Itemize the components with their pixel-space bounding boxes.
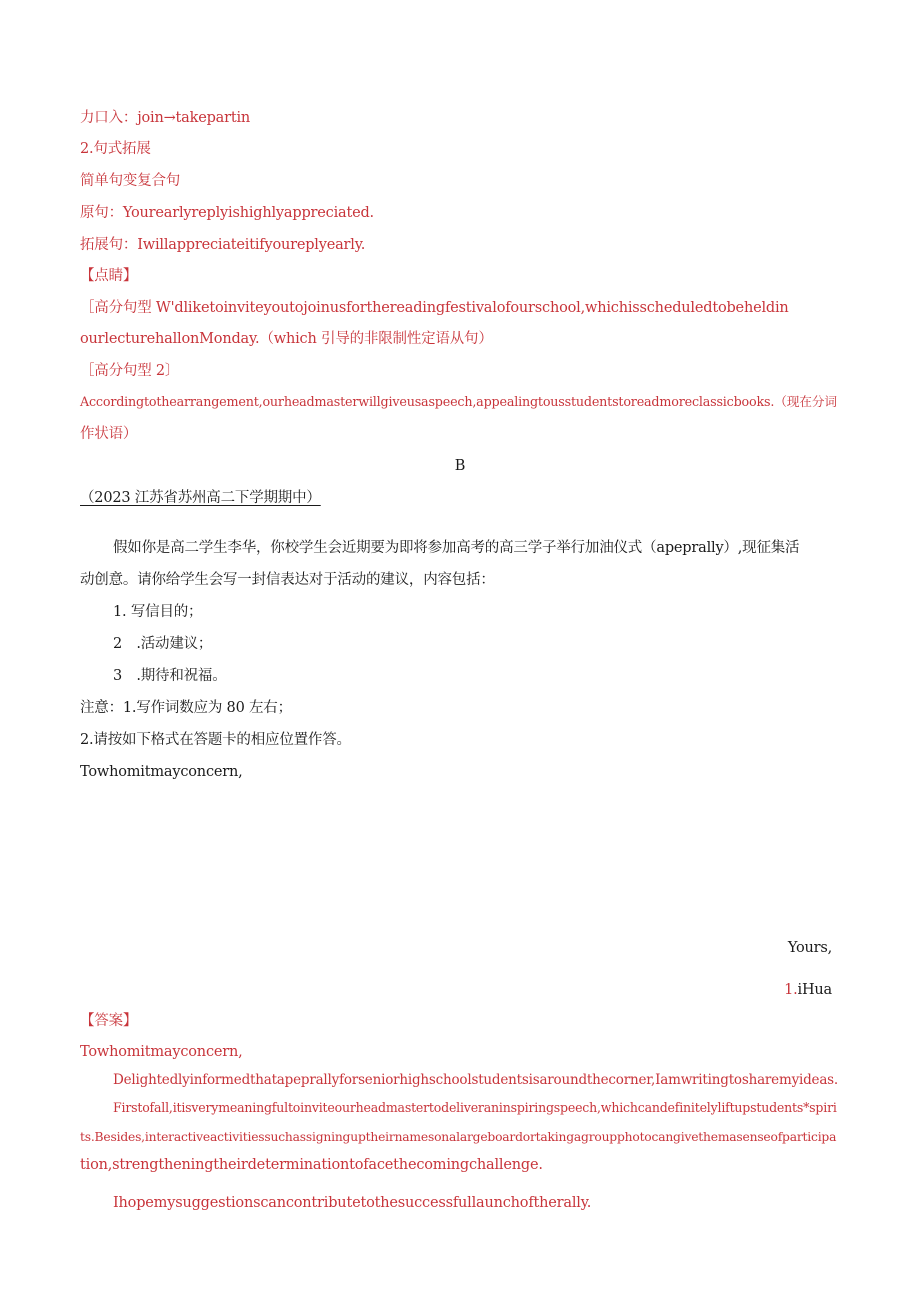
top-line-3: 简单句变复合句: [80, 173, 181, 189]
answer-paragraph-3: Ihopemysuggestionscancontributetothesuccessfullaunchoftherally.: [113, 1195, 592, 1211]
letter-greeting: Towhomitmayconcern,: [80, 764, 243, 780]
top-line-2: 2.句式拓展: [80, 141, 151, 157]
top-line-1: 力口入：join→takepartin: [80, 110, 251, 126]
answer-heading: 【答案】: [80, 1013, 138, 1029]
section-letter: B: [454, 458, 466, 474]
task-item-3: 3 .期待和祝福。: [113, 668, 227, 684]
task-item-2: 2 .活动建议；: [113, 636, 213, 652]
answer-greeting: Towhomitmayconcern,: [80, 1044, 243, 1060]
answer-paragraph-2-line-3: tion,strengtheningtheirdeterminationtofacethecomingchallenge.: [80, 1157, 543, 1173]
original-sentence: 原句：Yourearlyreplyishighlyappreciated.: [80, 205, 374, 221]
pattern-1-line-2: ourlecturehallonMonday.（which 引导的非限制性定语从句）: [80, 331, 493, 347]
pattern-2-heading: ［高分句型 2〕: [80, 363, 180, 379]
answer-paragraph-1: Delightedlyinformedthatapeprallyforseniorhighschoolstudentsisaroundthecorner,Iamwritingtosharemyideas.: [113, 1072, 839, 1088]
pattern-2-line-2: 作状语）: [80, 426, 138, 442]
answer-paragraph-2-line-2: ts.Besides,interactiveactivitiessuchassigninguptheirnamesonalargeboardortakingagroupphotocangivethemasenseofparticipa: [80, 1130, 837, 1144]
task-paragraph-line-1: 假如你是高二学生李华，你校学生会近期要为即将参加高考的高三学子举行加油仪式（apeprally）,现征集活: [113, 540, 800, 556]
note-line-1: 注意：1.写作词数应为 80 左右；: [80, 700, 292, 716]
note-line-2: 2.请按如下格式在答题卡的相应位置作答。: [80, 732, 351, 748]
letter-signature: [784, 980, 832, 1000]
signature-prefix: 1.: [784, 982, 798, 998]
source-label: （2023 江苏省苏州高二下学期期中）: [80, 490, 321, 506]
signature-rest: iHua: [797, 982, 832, 998]
highlight-heading: 【点睛】: [80, 268, 138, 284]
answer-paragraph-2-line-1: Firstofall,itisverymeaningfultoinviteourheadmastertodeliveraninspiringspeech,whichcandefinitelyliftupstudents*spiri: [113, 1100, 837, 1115]
expanded-sentence: 拓展句：Iwillappreciateitifyoureplyearly.: [80, 237, 366, 253]
pattern-1-line-1: ［高分句型 W'dliketoinviteyoutojoinusforthereadingfestivalofourschool,whichisscheduledtobeheldin: [80, 300, 789, 316]
pattern-2-line-1: Accordingtothearrangement,ourheadmasterwillgiveusaspeech,appealingtousstudentstoreadmoreclassicbooks.（现在分词: [80, 395, 837, 410]
task-item-1: 1. 写信目的；: [113, 604, 203, 620]
task-paragraph-line-2: 动创意。请你给学生会写一封信表达对于活动的建议，内容包括：: [80, 572, 495, 588]
letter-closing: Yours,: [787, 940, 832, 956]
